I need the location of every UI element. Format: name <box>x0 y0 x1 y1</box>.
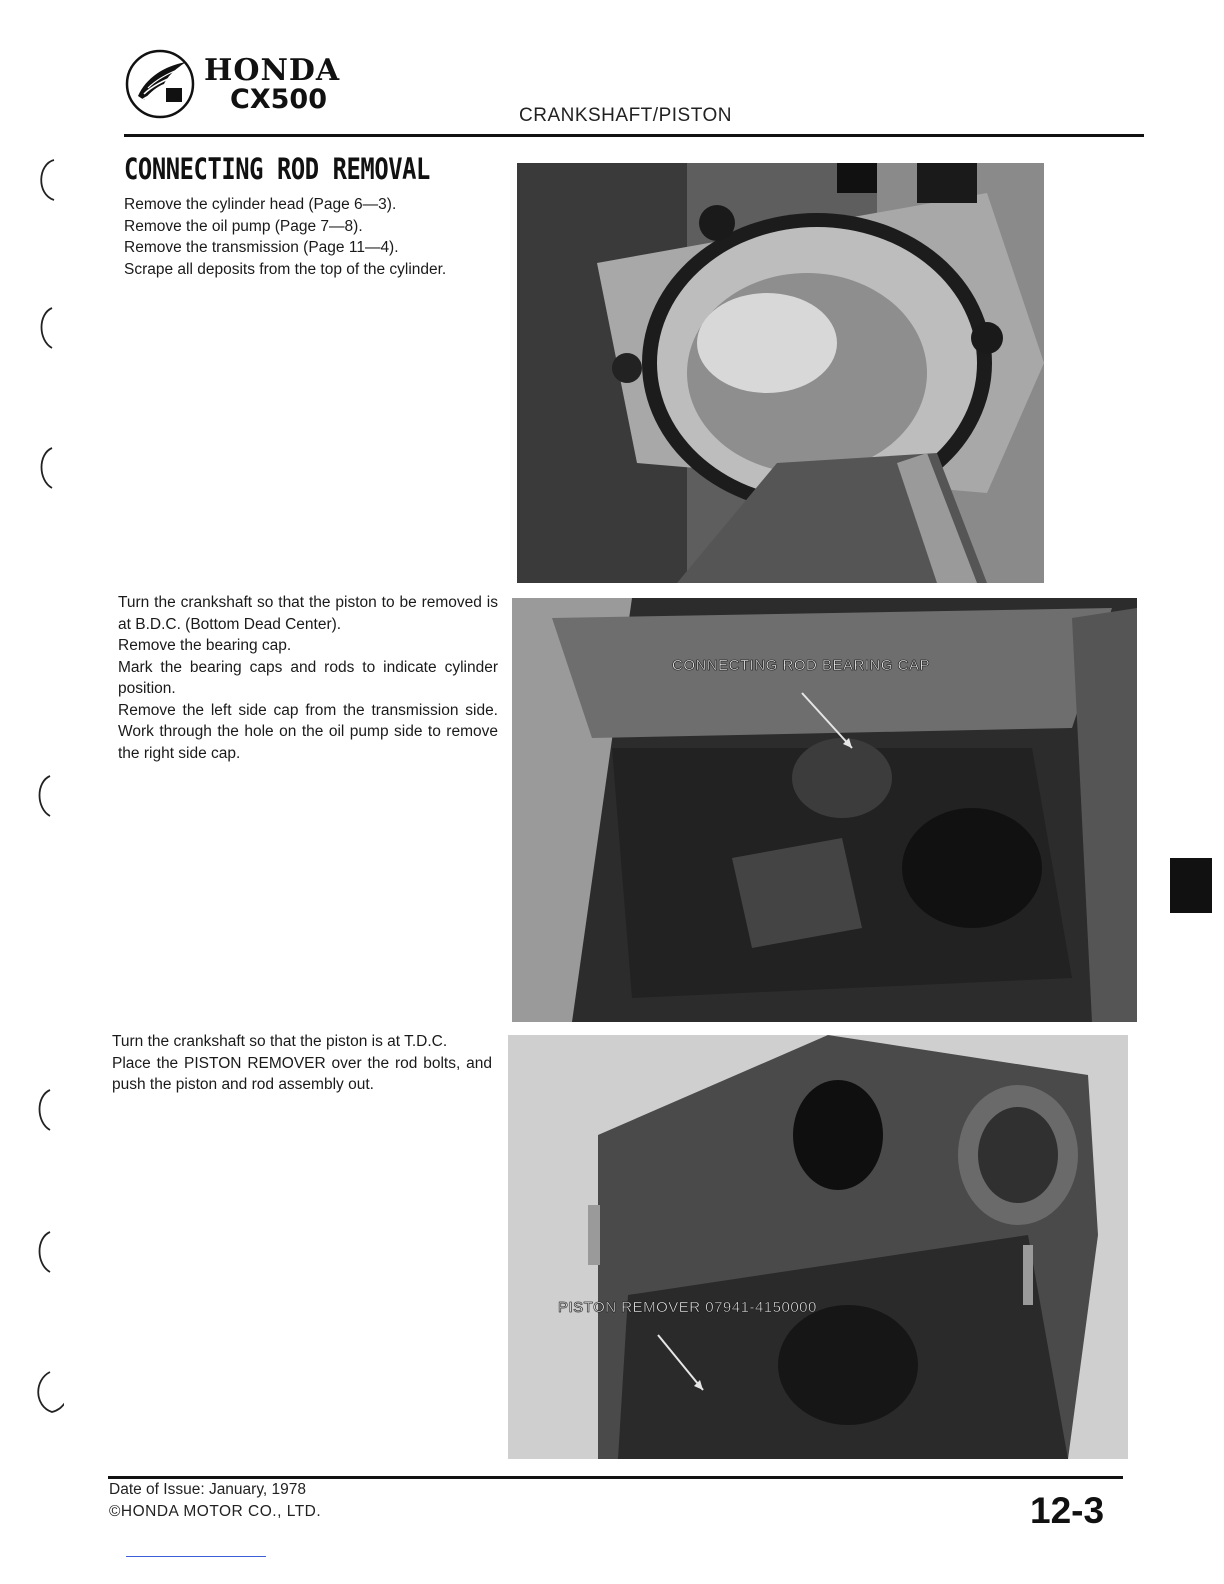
piston-remover-callout: PISTON REMOVER 07941-4150000 <box>558 1299 817 1316</box>
step-text: Remove the cylinder head (Page 6—3). <box>124 196 397 213</box>
page-number: 12-3 <box>1030 1490 1105 1531</box>
instructions-block-2 <box>118 592 498 764</box>
binder-hole-icon <box>30 444 64 492</box>
binder-hole-icon <box>30 772 64 820</box>
header-rule <box>124 134 1144 137</box>
binder-hole-icon <box>30 156 64 204</box>
step-text: Remove the left side cap from the transmission side. Work through the hole on the oil pump side to remove the right side cap. <box>118 701 498 762</box>
step-text: Place the PISTON REMOVER over the rod bolts, and push the piston and rod assembly out. <box>112 1054 492 1093</box>
step-text: Turn the crankshaft so that the piston to be removed is at B.D.C. (Bottom Dead Center). <box>118 594 498 633</box>
issue-date: Date of Issue: January, 1978 <box>109 1481 307 1498</box>
scan-artifact-line <box>126 1556 266 1557</box>
binder-hole-icon <box>30 304 64 352</box>
bearing-cap-callout: CONNECTING ROD BEARING CAP <box>672 657 931 674</box>
binder-hole-icon <box>30 1086 64 1134</box>
step-text: Remove the transmission (Page 11—4). <box>124 239 399 256</box>
brand-name: HONDA <box>204 53 341 88</box>
section-index-tab <box>1170 858 1212 913</box>
instructions-block-1 <box>124 194 514 280</box>
step-text: Remove the oil pump (Page 7—8). <box>124 217 363 235</box>
binder-hole-icon <box>30 1228 64 1276</box>
copyright: ©HONDA MOTOR CO., LTD. <box>109 1503 322 1520</box>
photo-piston-remover <box>508 1035 1128 1459</box>
model-name: CX500 <box>230 84 327 115</box>
honda-wing-logo <box>124 48 196 120</box>
binder-hole-icon <box>30 1368 64 1416</box>
section-title: CRANKSHAFT/PISTON <box>519 105 732 126</box>
step-text: Mark the bearing caps and rods to indicate cylinder position. <box>118 658 498 697</box>
instructions-block-3 <box>112 1031 492 1096</box>
footer-rule <box>108 1476 1123 1479</box>
step-text: Remove the bearing cap. <box>118 637 292 654</box>
step-text: Turn the crankshaft so that the piston is at T.D.C. <box>112 1033 448 1050</box>
step-text: Scrape all deposits from the top of the cylinder. <box>124 260 447 278</box>
photo-bearing-cap <box>512 598 1137 1022</box>
page-heading: CONNECTING ROD REMOVAL <box>124 152 430 186</box>
photo-cylinder-bore <box>517 163 1044 583</box>
